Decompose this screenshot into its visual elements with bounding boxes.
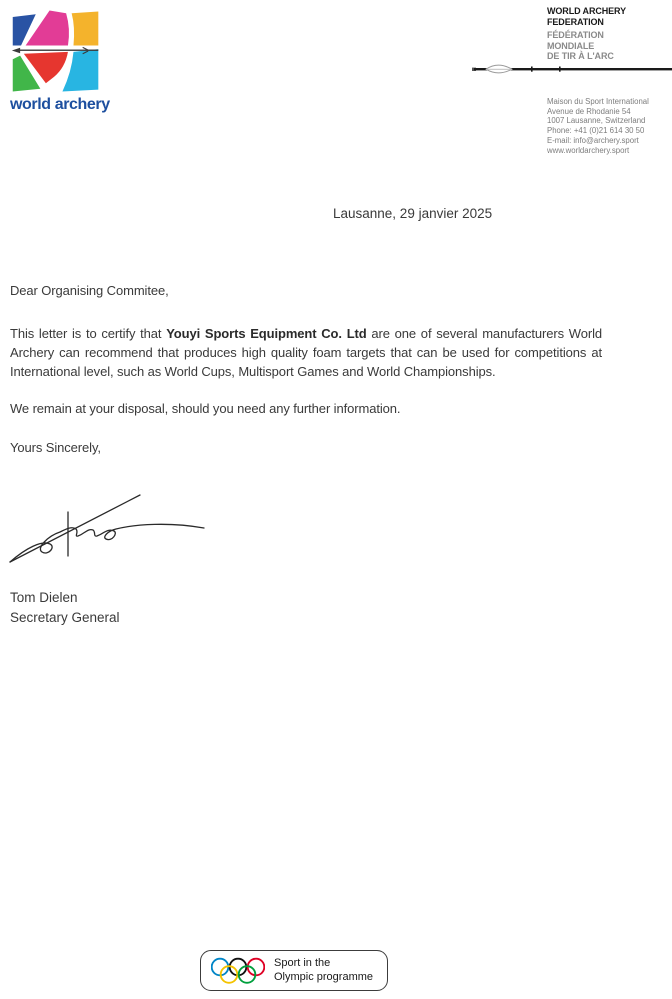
badge-text-line1: Sport in the <box>274 957 331 969</box>
olympic-programme-badge <box>200 950 388 991</box>
org-name-line: FEDERATION <box>547 16 604 27</box>
certification-paragraph <box>10 324 602 381</box>
world-archery-logo-icon <box>10 8 102 94</box>
org-name-fr-line: FÉDÉRATION <box>547 30 604 40</box>
para1-before-bold: This letter is to certify that <box>10 326 167 341</box>
world-archery-logo <box>10 8 110 114</box>
org-title-block <box>547 6 669 62</box>
para1-after-bold: are one of several manufacturers World Archery can recommend that produces high quality foam targets that can be used for competitions at International level, such as World Cups, Multisport Games and World Championships. <box>10 326 602 379</box>
org-name-fr-line: DE TIR À L'ARC <box>547 51 614 61</box>
disposal-paragraph: We remain at your disposal, should you need any further information. <box>10 401 401 416</box>
address-line: E-mail: info@archery.sport <box>547 135 639 145</box>
signer-block <box>10 588 120 627</box>
address-line: Phone: +41 (0)21 614 30 50 <box>547 126 645 136</box>
world-archery-wordmark: world archery <box>10 96 110 113</box>
signer-title: Secretary General <box>10 609 120 625</box>
salutation: Dear Organising Commitee, <box>10 283 169 298</box>
arrow-icon <box>472 60 672 78</box>
dateline: Lausanne, 29 janvier 2025 <box>333 206 493 221</box>
org-address-block <box>547 97 672 155</box>
org-name-line: WORLD ARCHERY <box>547 6 627 16</box>
address-line: Maison du Sport International <box>547 97 649 106</box>
address-line: www.worldarchery.sport <box>547 145 630 155</box>
signer-name: Tom Dielen <box>10 590 78 605</box>
address-line: 1007 Lausanne, Switzerland <box>547 116 646 126</box>
badge-text-line2: Olympic programme <box>274 970 374 983</box>
closing-line: Yours Sincerely, <box>10 440 101 455</box>
badge-text <box>274 957 373 984</box>
signature-icon <box>8 488 208 570</box>
company-name: Youyi Sports Equipment Co. Ltd <box>166 326 367 341</box>
org-name-fr-line: MONDIALE <box>547 40 595 51</box>
olympic-rings-icon <box>211 957 265 985</box>
letter-body <box>10 281 602 457</box>
address-line: Avenue de Rhodanie 54 <box>547 106 631 116</box>
